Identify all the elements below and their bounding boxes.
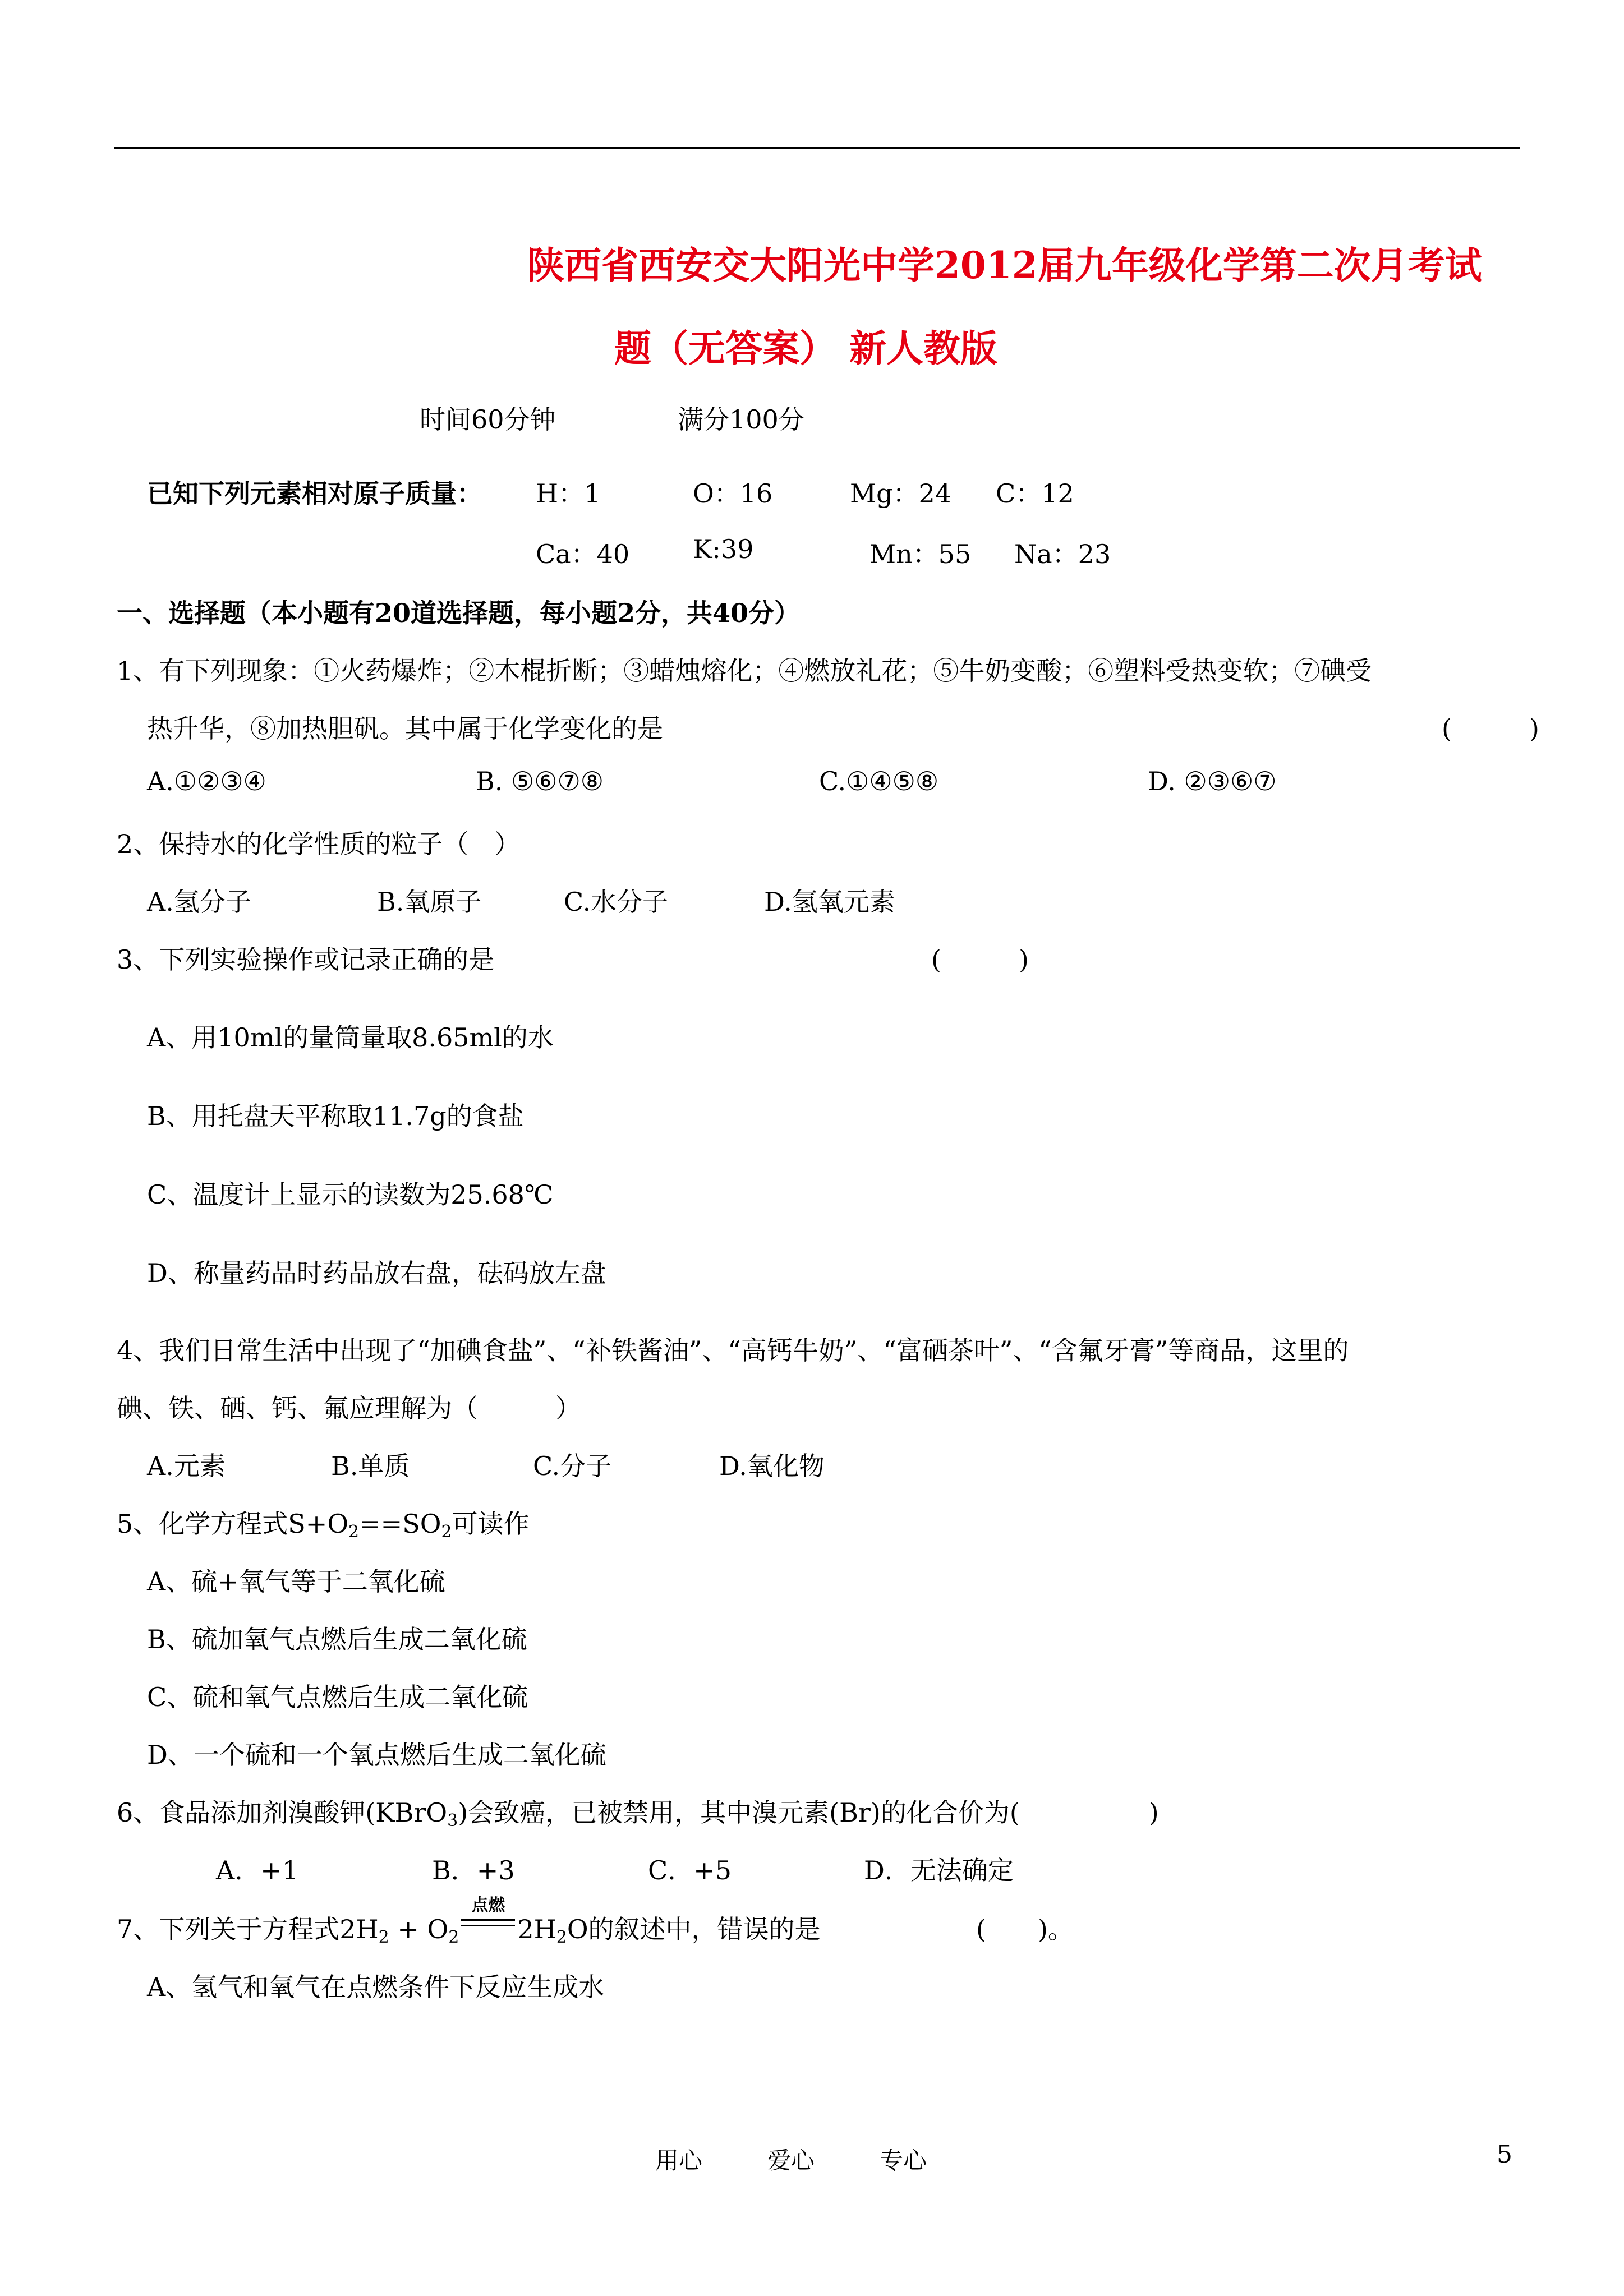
q7-sub-c: 2 — [556, 1928, 567, 1947]
q6-stem-prefix: 6、食品添加剂溴酸钾(KBrO — [117, 1797, 448, 1828]
q4-line-2: 碘、铁、硒、钙、氟应理解为（ ） — [117, 1393, 581, 1423]
q5-stem-prefix: 5、化学方程式S+O — [117, 1509, 349, 1539]
mass-mn: Mn：55 — [869, 539, 972, 569]
q1-option-d: D. ②③⑥⑦ — [1148, 766, 1277, 796]
exam-time: 时间60分钟 — [420, 404, 556, 435]
q7-product-rest: O的叙述中，错误的是 — [567, 1914, 821, 1944]
mass-mg: Mg：24 — [850, 478, 952, 509]
q7-condition-label: 点燃 — [471, 1896, 505, 1915]
q5-sub-2: 2 — [441, 1522, 452, 1542]
mass-o: O：16 — [693, 478, 773, 509]
q4-option-a: A.元素 — [147, 1451, 226, 1481]
q5-option-b: B、硫加氧气点燃后生成二氧化硫 — [147, 1624, 527, 1654]
q6-option-d: D．无法确定 — [864, 1855, 1014, 1885]
mass-h: H：1 — [536, 478, 601, 509]
q4-option-b: B.单质 — [331, 1451, 410, 1481]
footer-item-2: 爱心 — [767, 2147, 815, 2174]
title-line-2: 题（无答案） 新人教版 — [614, 326, 997, 370]
q1-line-2: 热升华，⑧加热胆矾。其中属于化学变化的是 — [147, 713, 663, 744]
q6-stem — [117, 1792, 1159, 1829]
footer-item-1: 用心 — [655, 2147, 703, 2174]
q7-sub-a: 2 — [378, 1928, 389, 1947]
section-heading: 一、选择题（本小题有20道选择题，每小题2分，共40分） — [117, 598, 801, 628]
q5-option-d: D、一个硫和一个氧点燃后生成二氧化硫 — [147, 1740, 606, 1770]
q5-sub-1: 2 — [348, 1522, 360, 1542]
q7-reaction-condition — [461, 1896, 515, 1938]
q6-sub: 3 — [447, 1811, 458, 1831]
q4-option-d: D.氧化物 — [719, 1451, 825, 1481]
q7-stem-prefix: 7、下列关于方程式2H — [117, 1914, 379, 1944]
q3-stem: 3、下列实验操作或记录正确的是 — [117, 944, 495, 975]
q3-option-c: C、温度计上显示的读数为25.68℃ — [147, 1179, 554, 1210]
footer-item-3: 专心 — [880, 2147, 927, 2174]
q5-option-c: C、硫和氧气点燃后生成二氧化硫 — [147, 1682, 528, 1712]
q1-option-b: B. ⑤⑥⑦⑧ — [476, 766, 604, 796]
q7-stem — [117, 1896, 821, 1947]
q2-option-b: B.氧原子 — [377, 887, 482, 917]
q3-answer-bracket: ( ) — [931, 944, 1029, 975]
q3-option-d: D、称量药品时药品放右盘，砝码放左盘 — [147, 1258, 606, 1288]
q2-option-d: D.氢氧元素 — [764, 887, 895, 917]
mass-ca: Ca：40 — [536, 539, 630, 569]
q2-stem: 2、保持水的化学性质的粒子（ ） — [117, 829, 521, 859]
q7-answer-bracket: ( )。 — [976, 1914, 1074, 1944]
q7-equals-bar-top — [461, 1919, 515, 1921]
title-line-1: 陕西省西安交大阳光中学2012届九年级化学第二次月考试 — [527, 243, 1482, 287]
q7-plus: + O — [389, 1914, 449, 1944]
q1-option-a: A.①②③④ — [147, 766, 266, 796]
q6-option-b: B．+3 — [432, 1855, 515, 1885]
q4-option-c: C.分子 — [533, 1451, 612, 1481]
mass-na: Na：23 — [1014, 539, 1111, 569]
header-rule — [114, 147, 1520, 149]
masses-label: 已知下列元素相对原子质量： — [147, 478, 482, 509]
q2-option-c: C.水分子 — [564, 887, 669, 917]
mass-k: K:39 — [693, 534, 754, 564]
q1-answer-bracket: ( ) — [1442, 713, 1539, 744]
q5-stem-suffix: 可读作 — [452, 1509, 530, 1539]
q6-option-c: C．+5 — [648, 1855, 732, 1885]
q7-product: 2H — [517, 1914, 556, 1944]
q1-option-c: C.①④⑤⑧ — [819, 766, 939, 796]
q7-sub-b: 2 — [448, 1928, 459, 1947]
q3-option-a: A、用10ml的量筒量取8.65ml的水 — [147, 1022, 554, 1053]
q5-stem — [117, 1504, 530, 1541]
q1-line-1: 1、有下列现象：①火药爆炸；②木棍折断；③蜡烛熔化；④燃放礼花；⑤牛奶变酸；⑥塑料受热变软；⑦碘受 — [117, 656, 1372, 686]
q3-option-b: B、用托盘天平称取11.7g的食盐 — [147, 1101, 524, 1131]
q7-option-a: A、氢气和氧气在点燃条件下反应生成水 — [147, 1972, 605, 2002]
mass-c: C：12 — [996, 478, 1074, 509]
q6-option-a: A．+1 — [216, 1855, 299, 1885]
q5-option-a: A、硫+氧气等于二氧化硫 — [147, 1566, 445, 1597]
exam-score: 满分100分 — [678, 404, 804, 435]
q4-line-1: 4、我们日常生活中出现了“加碘食盐”、“补铁酱油”、“高钙牛奶”、“富硒茶叶”、“含氟牙膏”等商品，这里的 — [117, 1335, 1349, 1366]
q6-stem-rest: )会致癌，已被禁用，其中溴元素(Br)的化合价为( ) — [458, 1797, 1159, 1828]
page-number: 5 — [1497, 2140, 1512, 2169]
q7-equals-bar-bottom — [461, 1925, 515, 1926]
q2-option-a: A.氢分子 — [147, 887, 251, 917]
q5-stem-mid: ==SO — [359, 1509, 441, 1539]
